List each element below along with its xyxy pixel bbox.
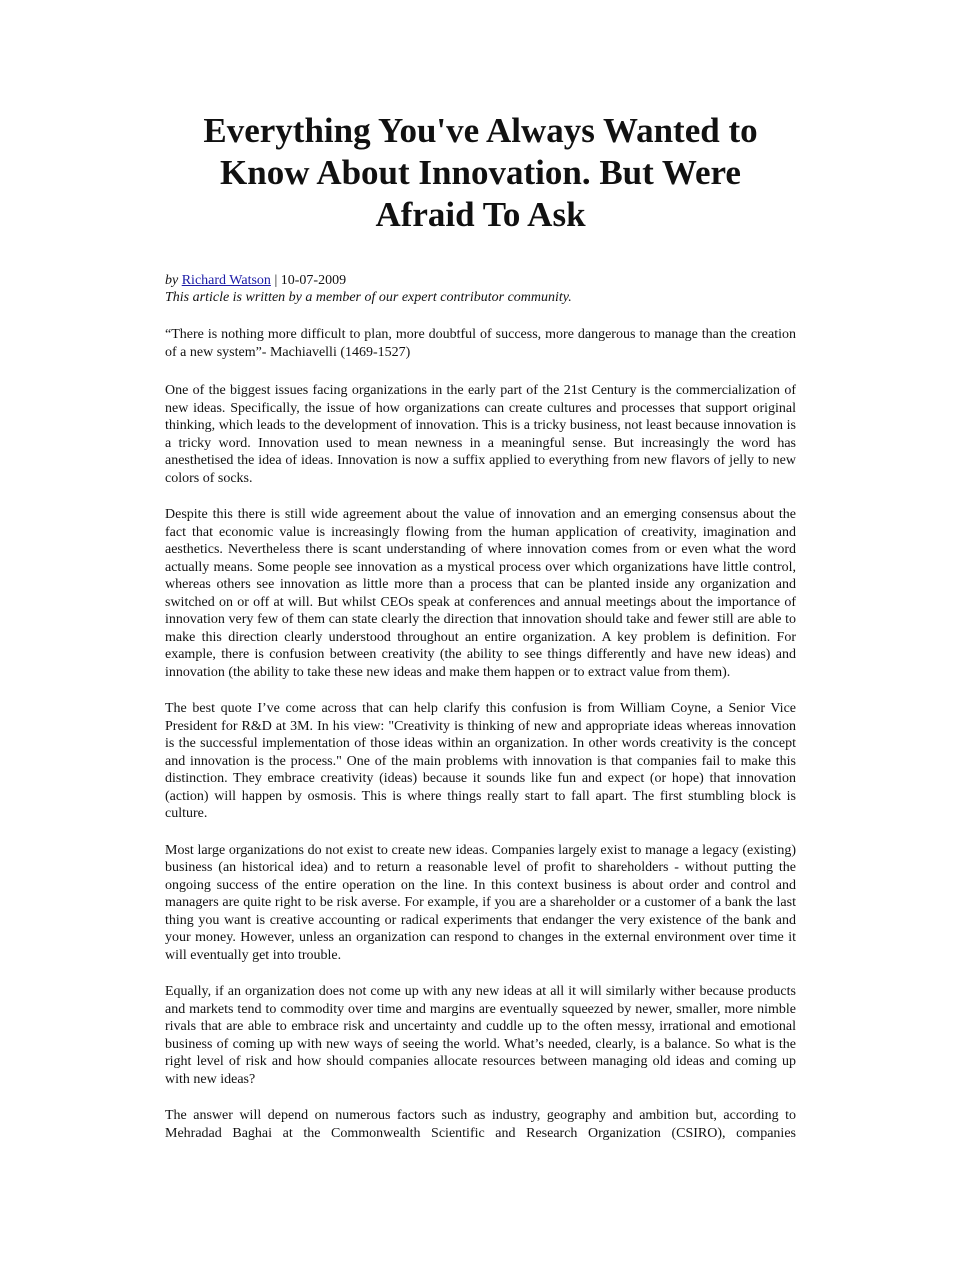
paragraph: One of the biggest issues facing organizations in the early part of the 21st Century is the commercialization of new ideas. Specifically, the issue of how organizations can create cultures and processes that support original thinking, which leads to the development of innovation. This is a tricky business, not least because innovation is a tricky word. Innovation used to mean newness in a meaningful sense. But increasingly the word has anesthetised the idea of ideas. Innovation is now a suffix applied to everything from new flavors of jelly to new colors of socks. [165,383,796,486]
article [165,110,796,1142]
paragraph: Despite this there is still wide agreement about the value of innovation and an emerging consensus about the fact that economic value is increasingly flowing from the human application of creativity, imagination and aesthetics. Nevertheless there is scant understanding of where innovation comes from or even what the word actually means. Some people see innovation as a mystical process over which organizations have little control, whereas others see innovation as little more than a process that can be planted inside any organization and switched on or off at will. But whilst CEOs speak at conferences and annual meetings about the importance of innovation very few of them can state clearly the direction that innovation should take and fewer still are able to make this direction clearly understood throughout an entire organization. A key problem is definition. For example, there is confusion between creativity (the ability to see things differently and have new ideas) and innovation (the ability to take these new ideas and make them happen or to extract value from them). [165,507,796,680]
author-link[interactable]: Richard Watson [181,273,271,288]
contributor-note: This article is written by a member of our expert contributor community. [165,290,572,305]
title-line: Afraid To Ask [375,195,586,234]
paragraph: Equally, if an organization does not come up with any new ideas at all it will similarly wither because products and markets tend to commodity over time and margins are eventually squeezed by newer, smaller, more nimble rivals that are able to embrace risk and uncertainty and cuddle up to the often messy, irrational and emotional business of coming up with new ways of seeing the world. What’s needed, clearly, is a balance. So what is the right level of risk and how should companies allocate resources between managing old ideas and coming up with new ideas? [165,984,796,1087]
publish-date: 10-07-2009 [280,273,347,288]
byline-by: by [165,273,179,288]
article-title [165,110,796,236]
byline-separator: | [274,273,278,288]
title-line: Everything You've Always Wanted to [203,111,758,150]
epigraph-quote: “There is nothing more difficult to plan, more doubtful of success, more dangerous to manage than the creation of a new system”- Machiavelli (1469-1527) [165,327,796,360]
byline [165,272,796,306]
title-line: Know About Innovation. But Were [220,153,741,192]
paragraph: Most large organizations do not exist to create new ideas. Companies largely exist to manage a legacy (existing) business (an historical idea) and to return a reasonable level of profit to shareholders - without putting the ongoing success of the entire operation on the line. In this context business is about order and control and managers are quite right to be risk averse. For example, if you are a shareholder or a customer of a bank the last thing you want is creative accounting or radical experiments that endanger the very existence of the bank and your money. However, unless an organization can respond to changes in the external environment over time it will eventually get into trouble. [165,842,796,963]
byline-author-row [165,272,796,289]
paragraph: The answer will depend on numerous factors such as industry, geography and ambition but, according to Mehradad Baghai at the Commonwealth Scientific and Research Organization (CSIRO), companies [165,1108,796,1141]
paragraph: The best quote I’ve come across that can help clarify this confusion is from William Coyne, a Senior Vice President for R&D at 3M. In his view: "Creativity is thinking of new and appropriate ideas whereas innovation is the successful implementation of those ideas within an organization. In other words creativity is the concept and innovation is the process." One of the main problems with innovation is that companies fail to make this distinction. They embrace creativity (ideas) because it sounds like fun and expect (or hope) that innovation (action) will happen by osmosis. This is where things really start to fall apart. The first stumbling block is culture. [165,701,796,821]
